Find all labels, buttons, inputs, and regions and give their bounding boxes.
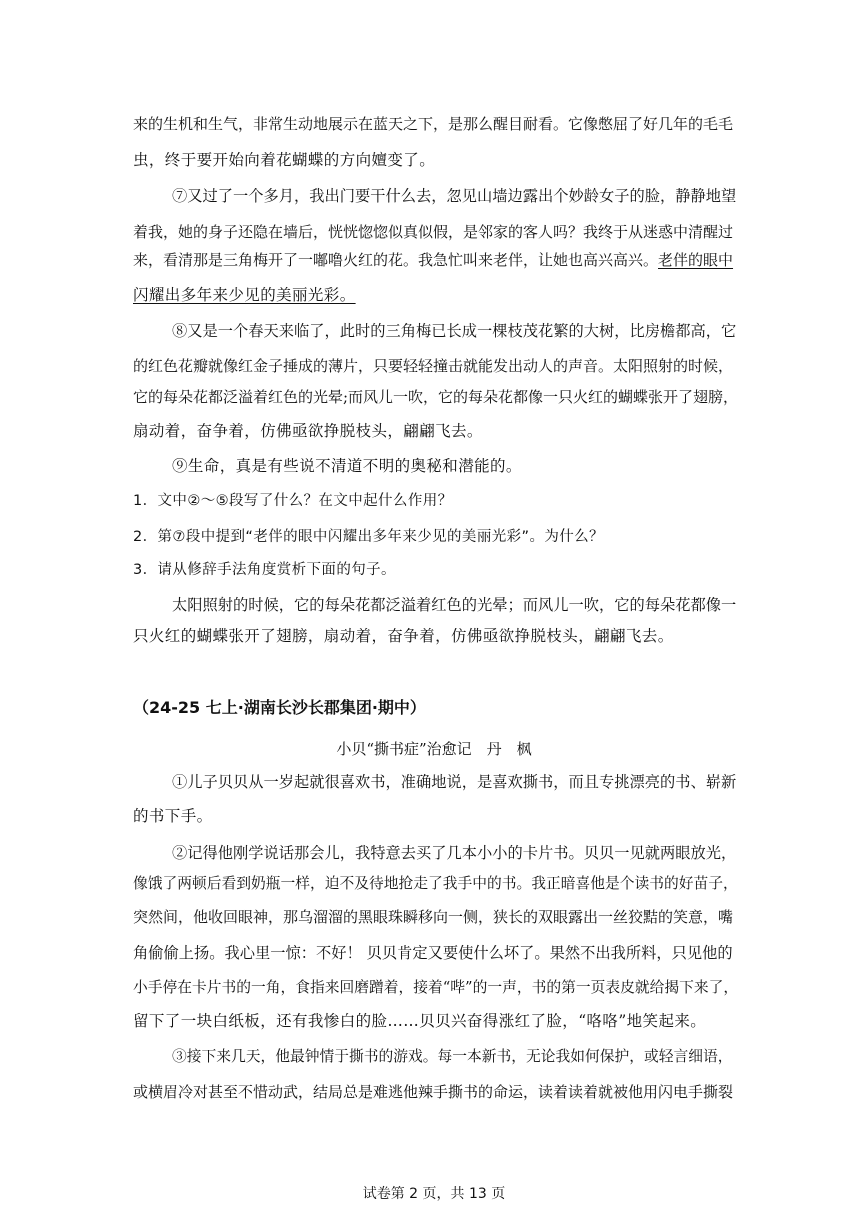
- article-title: 小贝“撕书症”治愈记 丹 枫: [336, 740, 532, 758]
- paragraph-8-line: 它的每朵花都泛溢着红色的光晕;而风儿一吹，它的每朵花都像一只火红的蝴蝶张开了翅膀，: [133, 388, 739, 406]
- paragraph-9: ⑨生命，真是有些说不清道不明的奥秘和潜能的。: [172, 457, 522, 475]
- paragraph-7-line: [133, 250, 733, 270]
- article-paragraph-2-line: 留下了一块白纸板，还有我惨白的脸……贝贝兴奋得涨红了脸，“咯咯”地笑起来。: [133, 1012, 707, 1030]
- article-paragraph-1-line: 的书下手。: [133, 807, 213, 825]
- quoted-sentence-line: 只火红的蝴蝶张开了翅膀，扇动着，奋争着，仿佛亟欲挣脱枝头，翩翩飞去。: [133, 627, 674, 645]
- underlined-sentence: 老伴的眼中: [658, 251, 734, 269]
- article-paragraph-1-line: ①儿子贝贝从一岁起就很喜欢书，准确地说，是喜欢撕书，而且专挑漂亮的书、崭新: [172, 773, 737, 791]
- article-paragraph-2-line: 小手停在卡片书的一角，食指来回磨蹭着，接着“哔”的一声，书的第一页表皮就给揭下来了，: [133, 979, 739, 996]
- question-1: 1．文中②～⑤段写了什么？在文中起什么作用？: [133, 493, 453, 509]
- paragraph-8-line: 的红色花瓣就像红金子捶成的薄片，只要轻轻撞击就能发出动人的声音。太阳照射的时候，: [133, 357, 734, 375]
- page-footer: 试卷第 2 页，共 13 页: [362, 1186, 506, 1202]
- paragraph-7-line: 着我，她的身子还隐在墙后，恍恍惚惚似真似假，是邻家的客人吗？我终于从迷惑中清醒过: [133, 223, 734, 241]
- underlined-sentence-end: 闪耀出多年来少见的美丽光彩。: [133, 286, 356, 304]
- article-paragraph-2-line: ②记得他刚学说话那会儿，我特意去买了几本小小的卡片书。贝贝一见就两眼放光，: [172, 844, 737, 862]
- article-paragraph-2-line: 角偷偷上扬。我心里一惊：不好！ 贝贝肯定又要使什么坏了。果然不出我所料，只见他的: [133, 944, 733, 962]
- article-paragraph-3-line: 或横眉冷对甚至不惜动武，结局总是难逃他辣手撕书的命运，读着读着就被他用闪电手撕裂: [133, 1083, 734, 1101]
- question-3: 3．请从修辞手法角度赏析下面的句子。: [133, 562, 396, 578]
- quoted-sentence-line: 太阳照射的时候，它的每朵花都泛溢着红色的光晕；而风儿一吹，它的每朵花都像一: [172, 596, 737, 614]
- article-paragraph-2-line: 突然间，他收回眼神，那乌溜溜的黑眼珠瞬移向一侧，狭长的双眼露出一丝狡黠的笑意，嘴: [133, 908, 734, 926]
- article-paragraph-2-line: 像饿了两顿后看到奶瓶一样，迫不及待地抢走了我手中的书。我正暗喜他是个读书的好苗子，: [133, 875, 738, 892]
- article-paragraph-3-line: ③接下来几天，他最钟情于撕书的游戏。每一本新书，无论我如何保护，或轻言细语，: [172, 1048, 733, 1065]
- question-2: 2．第⑦段中提到“老伴的眼中闪耀出多年来少见的美丽光彩”。为什么？: [133, 529, 604, 545]
- paragraph-8-line: 扇动着，奋争着，仿佛亟欲挣脱枝头，翩翩飞去。: [133, 422, 483, 440]
- paragraph-line: 虫，终于要开始向着花蝴蝶的方向嬗变了。: [133, 151, 436, 169]
- paragraph-line: 来的生机和生气，非常生动地展示在蓝天之下，是那么醒目耐看。它像憋屈了好几年的毛毛: [133, 115, 734, 133]
- paragraph-8-line: ⑧又是一个春天来临了，此时的三角梅已长成一棵枝茂花繁的大树，比房檐都高，它: [172, 322, 737, 340]
- paragraph-7-text: 来，看清那是三角梅开了一嘟噜火红的花。我急忙叫来老伴，让她也高兴高兴。: [133, 251, 659, 269]
- section-heading: （24-25 七上·湖南长沙长郡集团·期中）: [133, 698, 426, 717]
- paragraph-7-line: ⑦又过了一个多月，我出门要干什么去，忽见山墙边露出个妙龄女子的脸，静静地望: [172, 187, 737, 205]
